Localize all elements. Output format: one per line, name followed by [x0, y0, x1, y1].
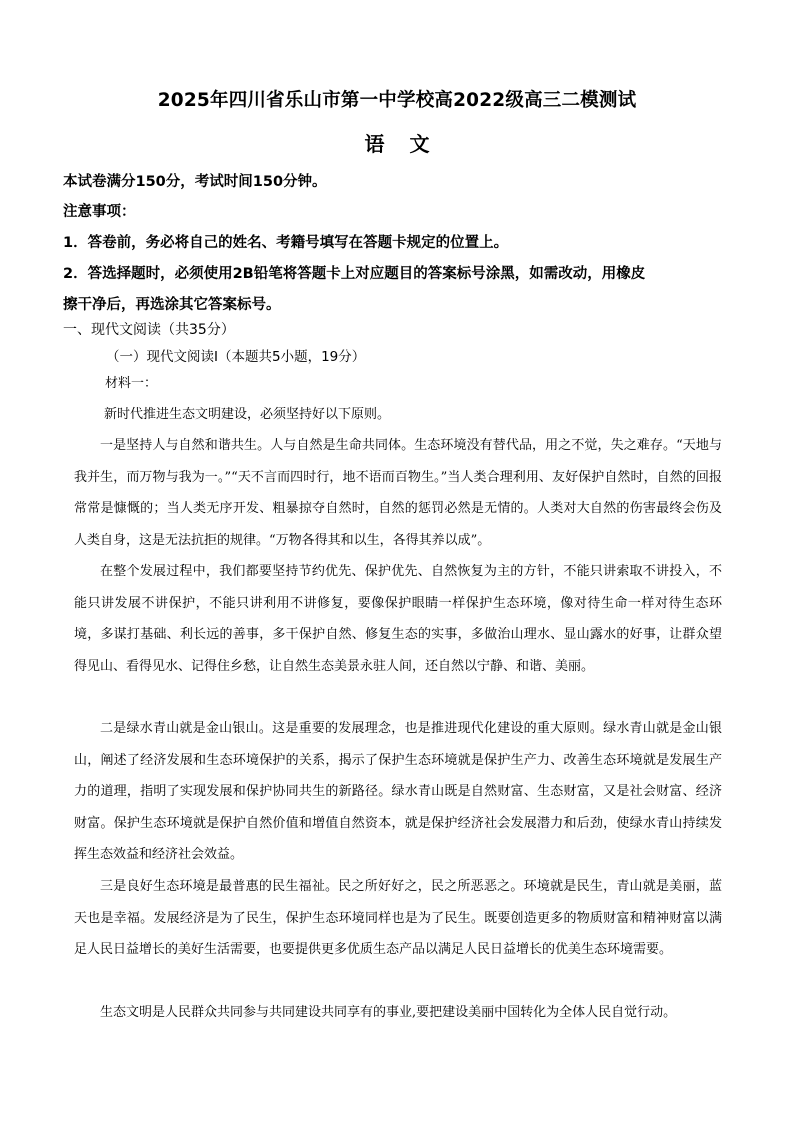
- notice-heading: 注意事项：: [63, 204, 136, 220]
- subject-title: 语 文: [364, 132, 430, 156]
- section-heading: 一、现代文阅读（共35分）: [63, 322, 235, 338]
- notice-item-2-continued: 擦干净后，再选涂其它答案标号。: [63, 297, 281, 313]
- score-time-note: 本试卷满分150分，考试时间150分钟。: [63, 174, 327, 190]
- paragraph-principle-3: 三是良好生态环境是最普惠的民生福祉。民之所好好之，民之所恶恶之。环境就是民生，青山就是美丽，蓝天也是幸福。发展经济是为了民生，保护生态环境同样也是为了民生。既要创造更多的物质财富和精神财富以满足人民日益增长的美好生活需要，也要提供更多优质生态产品以满足人民日益增长的优美生态环境需要。: [74, 879, 722, 957]
- sub-section-heading: （一）现代文阅读Ⅰ（本题共5小题，19分）: [106, 349, 366, 365]
- paragraph-development-process: 在整个发展过程中，我们都要坚持节约优先、保护优先、自然恢复为主的方针，不能只讲索取不讲投入，不能只讲发展不讲保护，不能只讲利用不讲修复，要像保护眼睛一样保护生态环境，像对待生命一样对待生态环境，多谋打基础、利长远的善事，多干保护自然、修复生态的实事，多做治山理水、显山露水的好事，让群众望得见山、看得见水、记得住乡愁，让自然生态美景永驻人间，还自然以宁静、和谐、美丽。: [74, 564, 722, 674]
- notice-item-1: 1．答卷前，务必将自己的姓名、考籍号填写在答题卡规定的位置上。: [63, 235, 509, 251]
- paragraph-conclusion: 生态文明是人民群众共同参与共同建设共同享有的事业,要把建设美丽中国转化为全体人民自觉行动。: [100, 1005, 677, 1020]
- notice-item-2: 2．答选择题时，必须使用2B铅笔将答题卡上对应题目的答案标号涂黑，如需改动，用橡皮: [63, 266, 646, 282]
- exam-title: 2025年四川省乐山市第一中学校高2022级高三二模测试: [157, 90, 637, 111]
- paragraph-intro: 新时代推进生态文明建设，必须坚持好以下原则。: [104, 407, 391, 422]
- paragraph-principle-1: 一是坚持人与自然和谐共生。人与自然是生命共同体。生态环境没有替代品，用之不觉，失之难存。“天地与我并生，而万物与我为一。”“天不言而四时行，地不语而百物生。”当人类合理利用、友好保护自然时，自然的回报常常是慷慨的；当人类无序开发、粗暴掠夺自然时，自然的惩罚必然是无情的。人类对大自然的伤害最终会伤及人类自身，这是无法抗拒的规律。“万物各得其和以生，各得其养以成”。: [74, 438, 722, 548]
- material-label: 材料一：: [105, 376, 158, 391]
- paragraph-principle-2: 二是绿水青山就是金山银山。这是重要的发展理念，也是推进现代化建设的重大原则。绿水青山就是金山银山，阐述了经济发展和生态环境保护的关系，揭示了保护生态环境就是保护生产力、改善生态环境就是发展生产力的道理，指明了实现发展和保护协同共生的新路径。绿水青山既是自然财富、生态财富，又是社会财富、经济财富。保护生态环境就是保护自然价值和增值自然资本，就是保护经济社会发展潜力和后劲，使绿水青山持续发挥生态效益和经济社会效益。: [74, 721, 722, 862]
